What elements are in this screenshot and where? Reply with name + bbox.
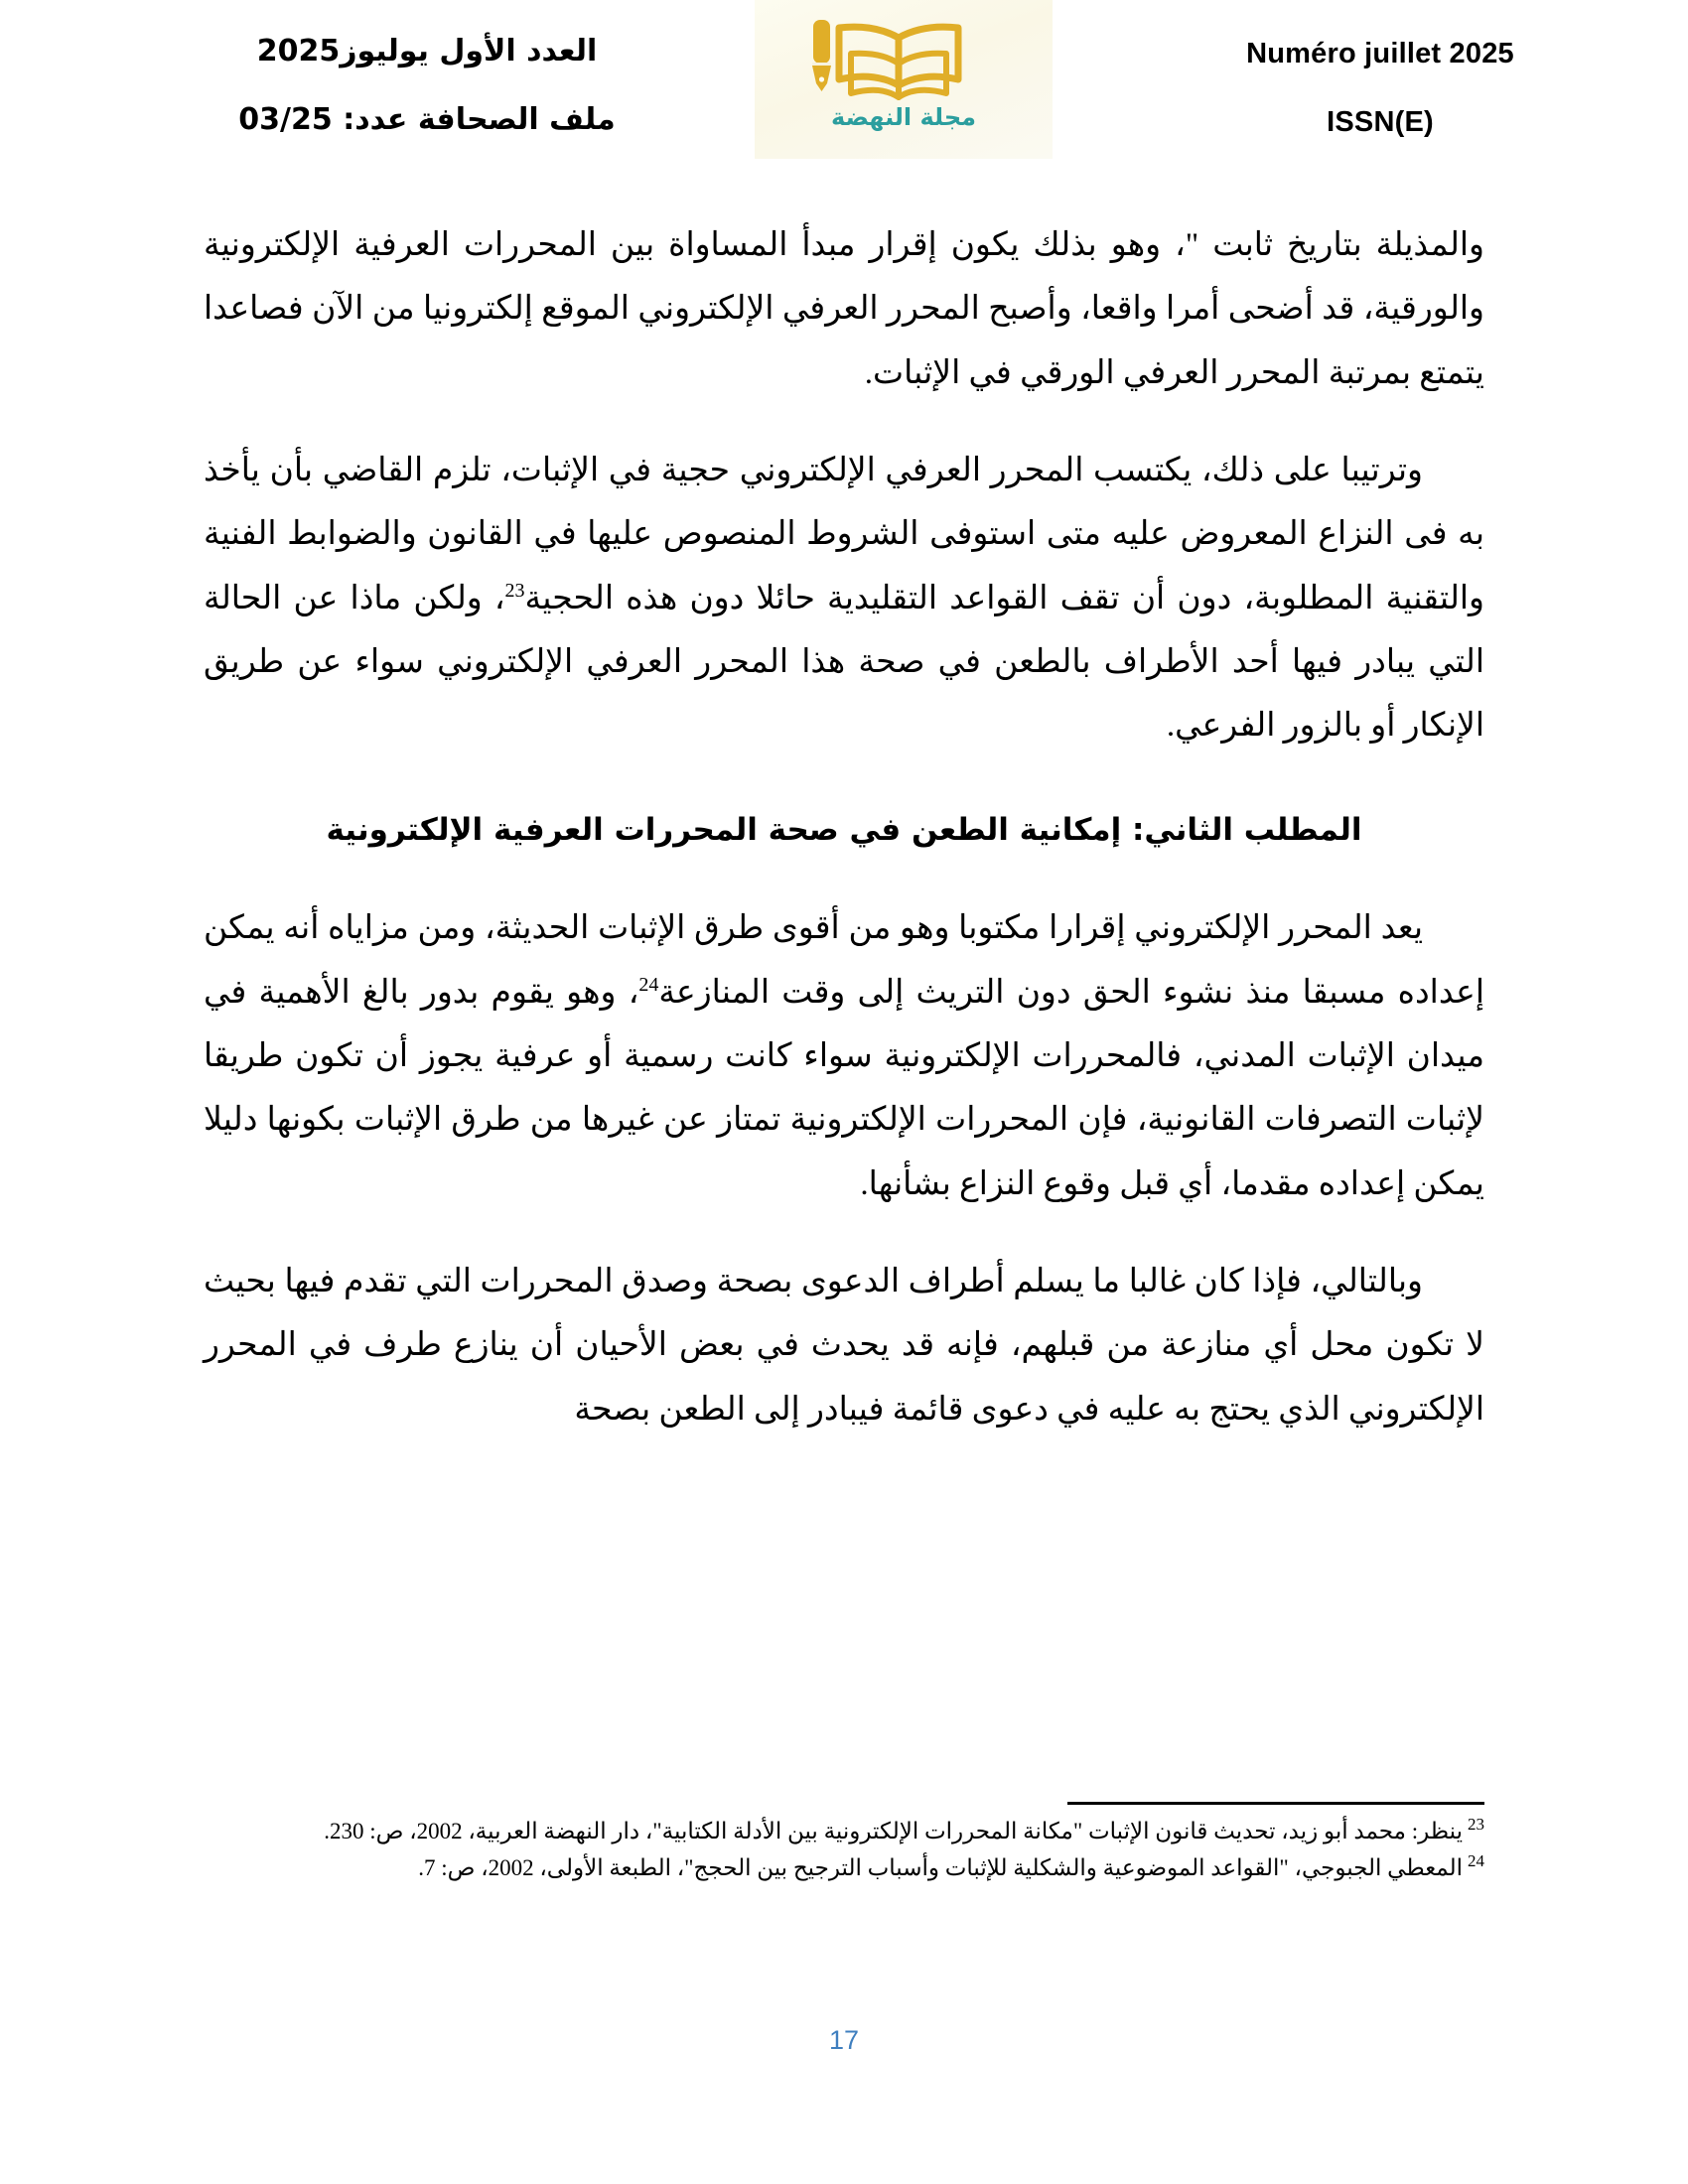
footnote-ref-24[interactable]: 24 [638,973,659,996]
page-header [0,0,1688,199]
paragraph-3-text-b: ، وهو يقوم بدور بالغ الأهمية في ميدان الإثبات المدني، فالمحررات الإلكترونية سواء كانت رسمية أو عرفية يجوز أن تكون طريقا لإثبات التصرفات القانونية، فإن المحررات الإلكترونية تمتاز عن غيرها من طرق الإثبات بكونها دليلا يمكن إعداده مقدما، أي قبل وقوع النزاع بشأنها. [204,974,1484,1202]
paragraph-2-text-a: وترتيبا على ذلك، يكتسب المحرر العرفي الإلكتروني حجية في الإثبات، تلزم القاضي بأن يأخذ به فى النزاع المعروض عليه متى استوفى الشروط المنصوص عليها في القانون والضوابط الفنية والتقنية المطلوبة، دون أن تقف القواعد التقليدية حائلا دون هذه الحجية [204,453,1484,616]
footnote-ref-23[interactable]: 23 [504,579,525,602]
logo-caption: مجلة النهضة [831,103,976,131]
footnote-text-24: المعطي الجبوجي، "القواعد الموضوعية والشكلية للإثبات وأسباب الترجيح بين الحجج"، الطبعة الأولى، 2002، ص: 7. [418,1854,1463,1880]
body-paragraph-4: وبالتالي، فإذا كان غالبا ما يسلم أطراف الدعوى بصحة وصدق المحررات التي تقدم فيها بحيث لا تكون محل أي منازعة من قبلهم، فإنه قد يحدث في بعض الأحيان أن ينازع طرف في المحرر الإلكتروني الذي يحتج به عليه في دعوى قائمة فيبادر إلى الطعن بصحة [204,1264,1484,1428]
footnote-number-23: 23 [1468,1815,1484,1835]
footnotes-section [204,1802,1484,1887]
footnote-number-24: 24 [1468,1850,1484,1870]
footnote-separator-rule [1067,1802,1484,1805]
open-book-icon [789,14,1018,103]
header-left-block [1072,0,1688,139]
header-right-block [0,0,735,137]
header-issn: ISSN(E) [1327,106,1434,138]
footnote-item [204,1851,1484,1886]
header-issue-ar: العدد الأول يوليوز2025 [256,34,598,68]
document-body [204,213,1484,1475]
logo-background [755,0,1053,159]
header-file-number: ملف الصحافة عدد: 03/25 [238,102,616,137]
footnote-text-23: ينظر: محمد أبو زيد، تحديث قانون الإثبات "مكانة المحررات الإلكترونية بين الأدلة الكتابية"، دار النهضة العربية، 2002، ص: 230. [324,1819,1463,1843]
page-number: 17 [828,2025,860,2055]
body-paragraph-1: والمذيلة بتاريخ ثابت "، وهو بذلك يكون إقرار مبدأ المساواة بين المحررات العرفية الإلكترونية والورقية، قد أضحى أمرا واقعا، وأصبح المحرر العرفي الإلكتروني الموقع إلكترونيا من الآن فصاعدا يتمتع بمرتبة المحرر العرفي الورقي في الإثبات. [204,227,1484,391]
journal-logo [735,0,1072,189]
paragraph-2-text-b: ، ولكن ماذا عن الحالة التي يبادر فيها أحد الأطراف بالطعن في صحة هذا المحرر العرفي الإلكتروني سواء عن طريق الإنكار أو بالزور الفرعي. [204,580,1484,745]
header-issue-fr: Numéro juillet 2025 [1246,38,1514,69]
paragraph-3-text-a: يعد المحرر الإلكتروني إقرارا مكتوبا وهو من أقوى طرق الإثبات الحديثة، ومن مزاياه أنه يمكن إعداده مسبقا منذ نشوء الحق دون التريث إلى وقت المنازعة [204,910,1485,1011]
logo-artwork [789,14,1018,103]
body-paragraph-2 [204,439,1484,758]
section-heading: المطلب الثاني: إمكانية الطعن في صحة المحررات العرفية الإلكترونية [326,811,1362,848]
body-paragraph-3 [204,896,1484,1216]
footnote-item [204,1815,1484,1849]
fountain-pen-icon [812,20,831,91]
